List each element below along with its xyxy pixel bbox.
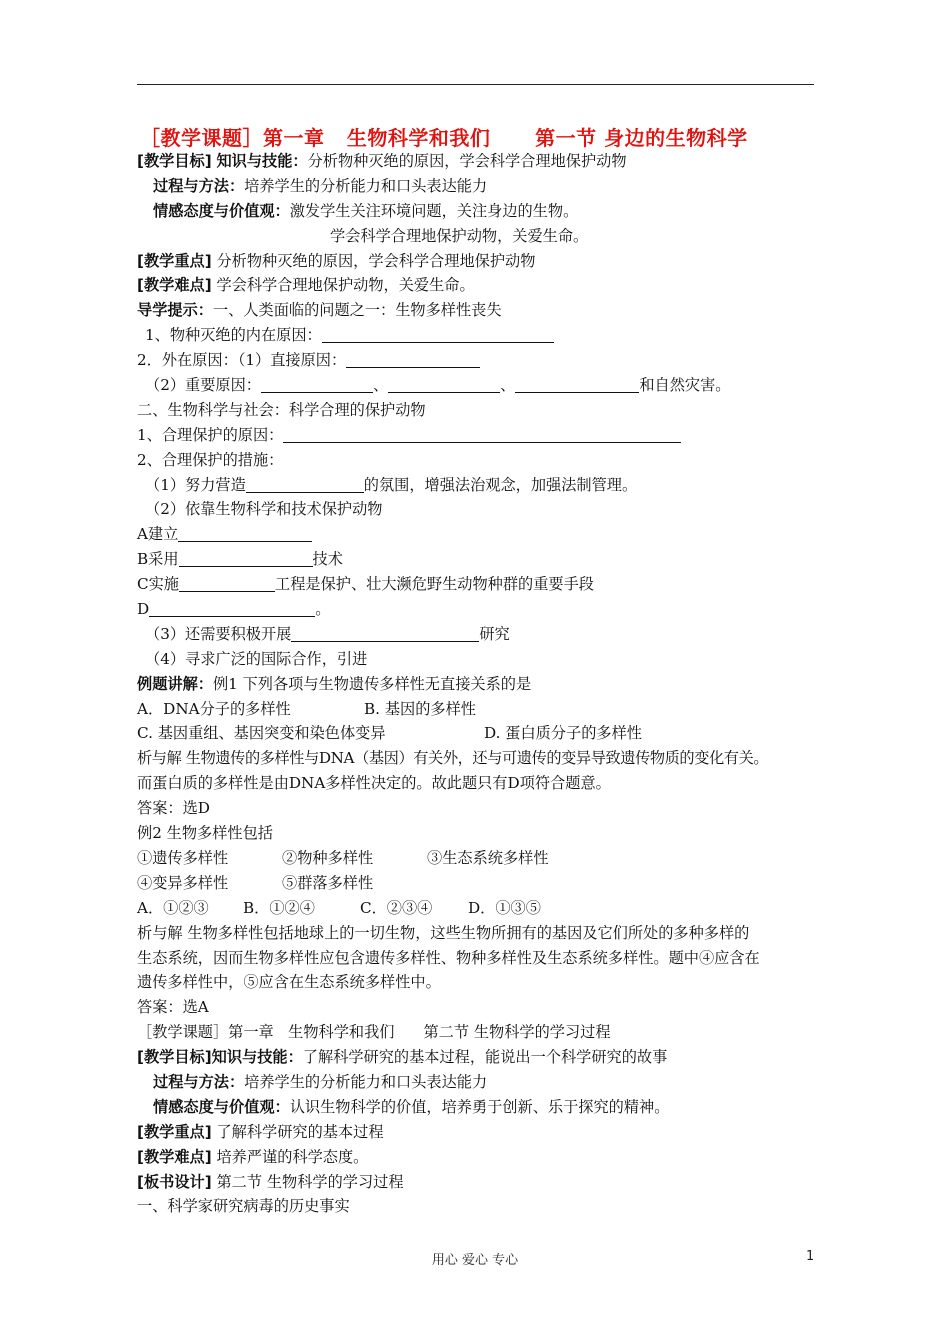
question-3-tail: 和自然灾害。 [639,376,731,395]
question-2-text: 2．外在原因：（1）直接原因： [137,351,347,370]
key-point-text: 了解科学研究的基本过程 [216,1122,384,1141]
choice-2: ②物种多样性 [282,848,374,867]
answer-blank[interactable] [246,476,364,493]
example-label: 例题讲解： [137,674,213,693]
choice-1: ①遗传多样性 [137,848,229,867]
example-1-line [137,672,827,697]
reason-text: 1、合理保护的原因： [137,425,284,444]
lesson2-process-line [137,1070,827,1095]
measure-c-tail: 工程是保护、壮大濒危野生动物种群的重要手段 [275,575,594,594]
measure-1-text: （1）努力营造 [145,475,246,494]
measure-c [137,572,827,597]
example-2-question: 例2 生物多样性包括 [137,824,273,843]
measure-b-text: B采用 [137,550,179,569]
example-2-answer: 答案：选A [137,998,209,1017]
reason-line [137,423,827,448]
lesson2-goal-line [137,1045,827,1070]
header-rule [137,84,814,85]
page-number: 1 [806,1249,815,1264]
lesson2-board-line [137,1170,827,1195]
lesson2-topic: ［教学课题］第一章 生物科学和我们 第二节 生物科学的学习过程 [137,1023,611,1042]
board-label: [板书设计] [137,1172,212,1191]
measure-1 [137,473,827,498]
guide-text: 一、人类面临的问题之一：生物多样性丧失 [212,301,502,320]
example-1-analysis-1: 析与解 生物遗传的多样性与DNA（基因）有关外，还与可遗传的变异导致遗传物质的变化有关。 [137,749,769,768]
example-1-options-cd [137,721,827,746]
example-2-options-2 [137,871,827,896]
board-text: 第二节 生物科学的学习过程 [216,1172,404,1191]
question-2 [137,348,827,373]
measure-4: （4）寻求广泛的国际合作，引进 [145,649,368,668]
difficulty-label: [教学难点] [137,276,212,295]
example-1-analysis-2: 而蛋白质的多样性是由DNA多样性决定的。故此题只有D项符合题意。 [137,774,611,793]
section-2-heading: 二、生物科学与社会：科学合理的保护动物 [137,400,426,419]
choice-3: ③生态系统多样性 [427,848,549,867]
measure-2: （2）依靠生物科学和技术保护动物 [145,500,383,519]
option-a: A．DNA分子的多样性 [137,699,291,718]
example-2-analysis-3: 遗传多样性中，⑤应含在生态系统多样性中。 [137,973,441,992]
process-method-text: 培养学生的分析能力和口头表达能力 [244,1072,488,1091]
option-b: B. 基因的多样性 [364,699,476,718]
measure-d [137,597,827,622]
choice-4: ④变异多样性 [137,873,229,892]
footer-text: 用心 爱心 专心 [431,1253,519,1268]
question-3 [137,373,827,398]
separator: 、 [372,376,389,395]
question-3-text: （2）重要原因： [145,376,261,395]
answer-blank[interactable] [322,326,554,343]
answer-blank[interactable] [149,600,315,617]
example-2-answers [137,896,827,921]
emotion-attitude-label: 情感态度与价值观： [153,1097,290,1116]
difficulty-line [137,273,827,298]
answer-blank[interactable] [388,376,500,393]
difficulty-text: 培养严谨的科学态度。 [216,1147,369,1166]
choice-5: ⑤群落多样性 [282,873,374,892]
document-body [137,149,827,1219]
measure-b [137,547,827,572]
measure-b-tail: 技术 [312,550,343,569]
knowledge-skill-text: 分析物种灭绝的原因，学会科学合理地保护动物 [307,152,627,170]
question-1 [137,323,827,348]
example-1-question: 例1 下列各项与生物遗传多样性无直接关系的是 [212,674,532,693]
example-2-analysis-2: 生态系统，因而生物多样性应包含遗传多样性、物种多样性及生态系统多样性。题中④应含在 [137,948,760,967]
lesson2-difficulty-line [137,1145,827,1170]
measure-d-text: D [137,600,150,619]
page-title: ［教学课题］第一章 生物科学和我们 第一节 身边的生物科学 [140,126,748,150]
emotion-attitude-label: 情感态度与价值观： [153,201,290,220]
lesson1-goal-line [137,149,827,174]
key-point-label: [教学重点] [137,251,212,270]
emotion-attitude-line-2: 学会科学合理地保护动物，关爱生命。 [330,226,589,245]
process-method-label: 过程与方法： [153,176,245,195]
question-1-text: 1、物种灭绝的内在原因： [145,326,322,345]
guide-label: 导学提示： [137,301,213,320]
answer-blank[interactable] [261,376,373,393]
option-d: D. 蛋白质分子的多样性 [484,724,642,743]
option-c: C. 基因重组、基因突变和染色体变异 [137,724,386,743]
answer-blank[interactable] [179,575,275,592]
example-2-options-1 [137,846,827,871]
emotion-attitude-line [137,199,827,224]
measure-3-tail: 研究 [479,624,510,643]
measure-1-tail: 的氛围，增强法治观念，加强法制管理。 [363,475,638,494]
measure-c-text: C实施 [137,575,179,594]
option-b: B．①②④ [243,898,315,917]
knowledge-skill-label: 知识与技能： [216,152,308,170]
key-point-line [137,249,827,274]
example-2-analysis-1: 析与解 生物多样性包括地球上的一切生物，这些生物所拥有的基因及它们所处的多种多样的 [137,923,750,942]
measure-a [137,522,827,547]
measures-line: 2、合理保护的措施： [137,450,284,469]
lesson2-history-line: 一、科学家研究病毒的历史事实 [137,1197,350,1216]
separator: 、 [500,376,516,395]
option-c: C．②③④ [360,898,433,917]
process-method-label: 过程与方法： [153,1072,245,1091]
emotion-attitude-text: 认识生物科学的价值，培养勇于创新、乐于探究的精神。 [289,1097,670,1116]
difficulty-text: 学会科学合理地保护动物，关爱生命。 [216,276,475,295]
example-1-options-ab [137,697,827,722]
option-a: A．①②③ [137,898,209,917]
measure-3-text: （3）还需要积极开展 [145,624,292,643]
process-method-line [137,174,827,199]
goal-label: [教学目标] [137,1048,212,1067]
measure-d-tail: 。 [315,600,331,619]
example-1-answer: 答案：选D [137,799,210,818]
key-point-text: 分析物种灭绝的原因，学会科学合理地保护动物 [216,251,536,270]
lesson2-emotion-line [137,1095,827,1120]
answer-blank[interactable] [178,525,312,542]
goal-label: [教学目标] [137,152,212,170]
lesson2-key-line [137,1120,827,1145]
emotion-attitude-text: 激发学生关注环境问题，关注身边的生物。 [289,201,579,220]
answer-blank[interactable] [179,550,313,567]
key-point-label: [教学重点] [137,1122,212,1141]
answer-blank[interactable] [515,376,639,393]
difficulty-label: [教学难点] [137,1147,212,1166]
measure-3 [137,622,827,647]
answer-blank[interactable] [291,625,479,642]
guide-line [137,298,827,323]
answer-blank[interactable] [346,351,480,368]
answer-blank[interactable] [283,426,681,443]
process-method-text: 培养学生的分析能力和口头表达能力 [244,176,488,195]
knowledge-skill-text: 了解科学研究的基本过程，能说出一个科学研究的故事 [302,1048,668,1067]
measure-a-text: A建立 [137,525,179,544]
knowledge-skill-label: 知识与技能： [211,1048,303,1067]
option-d: D．①③⑤ [468,898,541,917]
